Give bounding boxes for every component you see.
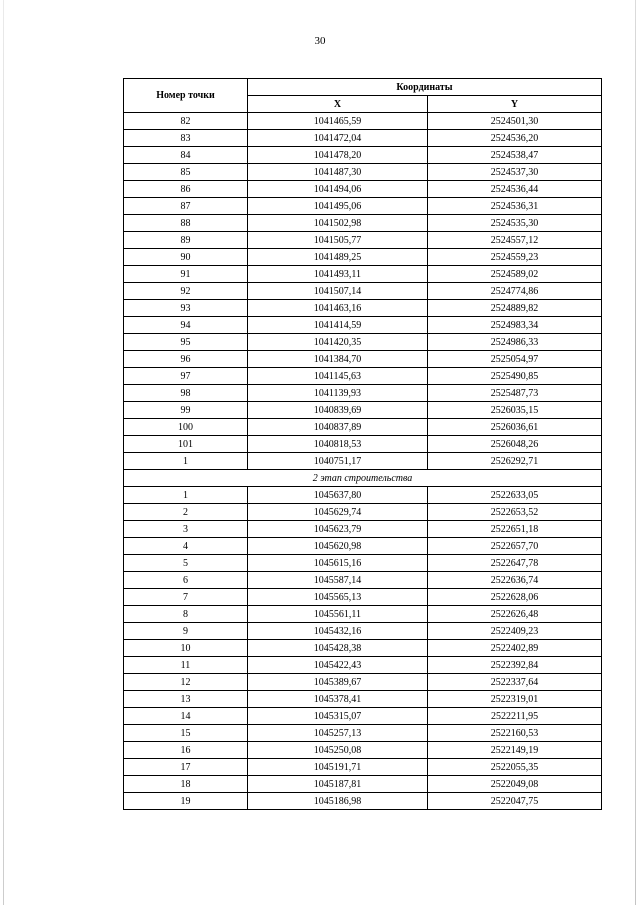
table-row <box>124 657 602 674</box>
point-number-cell: 100 <box>124 419 248 436</box>
point-number-cell: 95 <box>124 334 248 351</box>
x-coordinate-cell: 1045637,80 <box>248 487 428 504</box>
x-coordinate-cell: 1045587,14 <box>248 572 428 589</box>
x-coordinate-cell: 1045250,08 <box>248 742 428 759</box>
point-number-cell: 14 <box>124 708 248 725</box>
y-coordinate-cell: 2524986,33 <box>428 334 602 351</box>
y-coordinate-cell: 2525490,85 <box>428 368 602 385</box>
point-number-cell: 18 <box>124 776 248 793</box>
point-number-cell: 91 <box>124 266 248 283</box>
point-number-cell: 93 <box>124 300 248 317</box>
x-coordinate-cell: 1045422,43 <box>248 657 428 674</box>
table-row <box>124 623 602 640</box>
table-row <box>124 691 602 708</box>
x-coordinate-cell: 1041463,16 <box>248 300 428 317</box>
point-number-cell: 101 <box>124 436 248 453</box>
table-header <box>124 79 602 113</box>
table-row <box>124 572 602 589</box>
y-coordinate-cell: 2524889,82 <box>428 300 602 317</box>
x-coordinate-cell: 1040751,17 <box>248 453 428 470</box>
point-number-cell: 86 <box>124 181 248 198</box>
table-row <box>124 334 602 351</box>
table-row <box>124 436 602 453</box>
point-number-cell: 17 <box>124 759 248 776</box>
y-coordinate-cell: 2526035,15 <box>428 402 602 419</box>
point-number-cell: 96 <box>124 351 248 368</box>
y-coordinate-cell: 2522055,35 <box>428 759 602 776</box>
y-coordinate-cell: 2522149,19 <box>428 742 602 759</box>
stage1-rows <box>124 113 602 470</box>
point-number-cell: 4 <box>124 538 248 555</box>
y-coordinate-cell: 2522049,08 <box>428 776 602 793</box>
point-number-cell: 13 <box>124 691 248 708</box>
x-coordinate-cell: 1041414,59 <box>248 317 428 334</box>
scan-edge-left <box>3 0 4 905</box>
point-number-cell: 85 <box>124 164 248 181</box>
x-coordinate-cell: 1041505,77 <box>248 232 428 249</box>
point-number-cell: 88 <box>124 215 248 232</box>
x-coordinate-cell: 1041494,06 <box>248 181 428 198</box>
point-number-cell: 9 <box>124 623 248 640</box>
table-row <box>124 521 602 538</box>
y-coordinate-cell: 2522392,84 <box>428 657 602 674</box>
x-coordinate-cell: 1041502,98 <box>248 215 428 232</box>
y-coordinate-cell: 2525054,97 <box>428 351 602 368</box>
x-coordinate-cell: 1041507,14 <box>248 283 428 300</box>
y-coordinate-cell: 2524559,23 <box>428 249 602 266</box>
coordinates-table <box>123 78 602 810</box>
x-coordinate-cell: 1041472,04 <box>248 130 428 147</box>
x-coordinate-cell: 1045615,16 <box>248 555 428 572</box>
table-row <box>124 266 602 283</box>
table-row <box>124 351 602 368</box>
x-coordinate-cell: 1045561,11 <box>248 606 428 623</box>
y-coordinate-cell: 2522211,95 <box>428 708 602 725</box>
y-coordinate-cell: 2524536,44 <box>428 181 602 198</box>
y-coordinate-cell: 2524983,34 <box>428 317 602 334</box>
table-row <box>124 113 602 130</box>
y-coordinate-cell: 2526292,71 <box>428 453 602 470</box>
table-row <box>124 606 602 623</box>
x-coordinate-cell: 1040839,69 <box>248 402 428 419</box>
y-coordinate-cell: 2524589,02 <box>428 266 602 283</box>
table-row <box>124 232 602 249</box>
x-coordinate-cell: 1041145,63 <box>248 368 428 385</box>
x-coordinate-cell: 1045629,74 <box>248 504 428 521</box>
y-coordinate-cell: 2522319,01 <box>428 691 602 708</box>
point-number-cell: 94 <box>124 317 248 334</box>
y-coordinate-cell: 2525487,73 <box>428 385 602 402</box>
table-row <box>124 402 602 419</box>
x-coordinate-cell: 1041465,59 <box>248 113 428 130</box>
x-coordinate-cell: 1040818,53 <box>248 436 428 453</box>
table-row <box>124 742 602 759</box>
y-coordinate-cell: 2526036,61 <box>428 419 602 436</box>
x-coordinate-cell: 1045187,81 <box>248 776 428 793</box>
y-coordinate-cell: 2524774,86 <box>428 283 602 300</box>
table-row <box>124 198 602 215</box>
point-number-cell: 16 <box>124 742 248 759</box>
x-coordinate-cell: 1041384,70 <box>248 351 428 368</box>
x-coordinate-cell: 1045623,79 <box>248 521 428 538</box>
y-coordinate-cell: 2522409,23 <box>428 623 602 640</box>
y-coordinate-cell: 2522647,78 <box>428 555 602 572</box>
x-coordinate-cell: 1041487,30 <box>248 164 428 181</box>
y-coordinate-cell: 2522653,52 <box>428 504 602 521</box>
table-row <box>124 793 602 810</box>
table-row <box>124 640 602 657</box>
point-number-cell: 15 <box>124 725 248 742</box>
y-coordinate-cell: 2522657,70 <box>428 538 602 555</box>
stage2-section <box>124 470 602 487</box>
point-number-cell: 7 <box>124 589 248 606</box>
y-coordinate-cell: 2522633,05 <box>428 487 602 504</box>
point-number-cell: 11 <box>124 657 248 674</box>
section-row <box>124 470 602 487</box>
table-row <box>124 215 602 232</box>
point-number-cell: 82 <box>124 113 248 130</box>
y-coordinate-cell: 2524557,12 <box>428 232 602 249</box>
table-row <box>124 725 602 742</box>
point-number-cell: 19 <box>124 793 248 810</box>
x-coordinate-cell: 1041495,06 <box>248 198 428 215</box>
x-coordinate-cell: 1041489,25 <box>248 249 428 266</box>
x-coordinate-cell: 1045257,13 <box>248 725 428 742</box>
table-row <box>124 589 602 606</box>
stage2-rows <box>124 487 602 810</box>
table-row <box>124 538 602 555</box>
x-coordinate-cell: 1040837,89 <box>248 419 428 436</box>
x-coordinate-cell: 1045620,98 <box>248 538 428 555</box>
point-number-cell: 98 <box>124 385 248 402</box>
point-number-cell: 92 <box>124 283 248 300</box>
table-row <box>124 147 602 164</box>
x-coordinate-cell: 1045191,71 <box>248 759 428 776</box>
table-row <box>124 708 602 725</box>
y-coordinate-cell: 2522402,89 <box>428 640 602 657</box>
table-row <box>124 453 602 470</box>
point-number-cell: 1 <box>124 487 248 504</box>
table-row <box>124 487 602 504</box>
header-x: X <box>248 96 428 113</box>
table-row <box>124 130 602 147</box>
table-row <box>124 317 602 334</box>
y-coordinate-cell: 2522651,18 <box>428 521 602 538</box>
x-coordinate-cell: 1045432,16 <box>248 623 428 640</box>
y-coordinate-cell: 2524501,30 <box>428 113 602 130</box>
y-coordinate-cell: 2524536,31 <box>428 198 602 215</box>
table-row <box>124 283 602 300</box>
table-row <box>124 249 602 266</box>
x-coordinate-cell: 1041478,20 <box>248 147 428 164</box>
point-number-cell: 89 <box>124 232 248 249</box>
point-number-cell: 6 <box>124 572 248 589</box>
header-coordinates: Координаты <box>248 79 602 96</box>
x-coordinate-cell: 1045428,38 <box>248 640 428 657</box>
section-title: 2 этап строительства <box>124 470 602 487</box>
y-coordinate-cell: 2522628,06 <box>428 589 602 606</box>
point-number-cell: 87 <box>124 198 248 215</box>
x-coordinate-cell: 1045186,98 <box>248 793 428 810</box>
header-point-number: Номер точки <box>124 79 248 113</box>
x-coordinate-cell: 1045378,41 <box>248 691 428 708</box>
x-coordinate-cell: 1045565,13 <box>248 589 428 606</box>
y-coordinate-cell: 2524538,47 <box>428 147 602 164</box>
table-row <box>124 555 602 572</box>
y-coordinate-cell: 2524536,20 <box>428 130 602 147</box>
point-number-cell: 8 <box>124 606 248 623</box>
table-row <box>124 419 602 436</box>
point-number-cell: 97 <box>124 368 248 385</box>
point-number-cell: 3 <box>124 521 248 538</box>
point-number-cell: 2 <box>124 504 248 521</box>
table-row <box>124 759 602 776</box>
x-coordinate-cell: 1041139,93 <box>248 385 428 402</box>
y-coordinate-cell: 2522337,64 <box>428 674 602 691</box>
scan-edge-right <box>635 0 636 905</box>
y-coordinate-cell: 2522636,74 <box>428 572 602 589</box>
y-coordinate-cell: 2526048,26 <box>428 436 602 453</box>
table-row <box>124 300 602 317</box>
point-number-cell: 5 <box>124 555 248 572</box>
x-coordinate-cell: 1041493,11 <box>248 266 428 283</box>
page-number: 30 <box>314 35 326 47</box>
y-coordinate-cell: 2522047,75 <box>428 793 602 810</box>
point-number-cell: 83 <box>124 130 248 147</box>
point-number-cell: 12 <box>124 674 248 691</box>
x-coordinate-cell: 1045315,07 <box>248 708 428 725</box>
x-coordinate-cell: 1045389,67 <box>248 674 428 691</box>
table-row <box>124 674 602 691</box>
y-coordinate-cell: 2524535,30 <box>428 215 602 232</box>
point-number-cell: 99 <box>124 402 248 419</box>
point-number-cell: 1 <box>124 453 248 470</box>
table-row <box>124 368 602 385</box>
y-coordinate-cell: 2522160,53 <box>428 725 602 742</box>
table-row <box>124 385 602 402</box>
y-coordinate-cell: 2524537,30 <box>428 164 602 181</box>
point-number-cell: 10 <box>124 640 248 657</box>
table-row <box>124 181 602 198</box>
table-row <box>124 776 602 793</box>
point-number-cell: 90 <box>124 249 248 266</box>
table-row <box>124 504 602 521</box>
point-number-cell: 84 <box>124 147 248 164</box>
y-coordinate-cell: 2522626,48 <box>428 606 602 623</box>
x-coordinate-cell: 1041420,35 <box>248 334 428 351</box>
table-row <box>124 164 602 181</box>
header-y: Y <box>428 96 602 113</box>
